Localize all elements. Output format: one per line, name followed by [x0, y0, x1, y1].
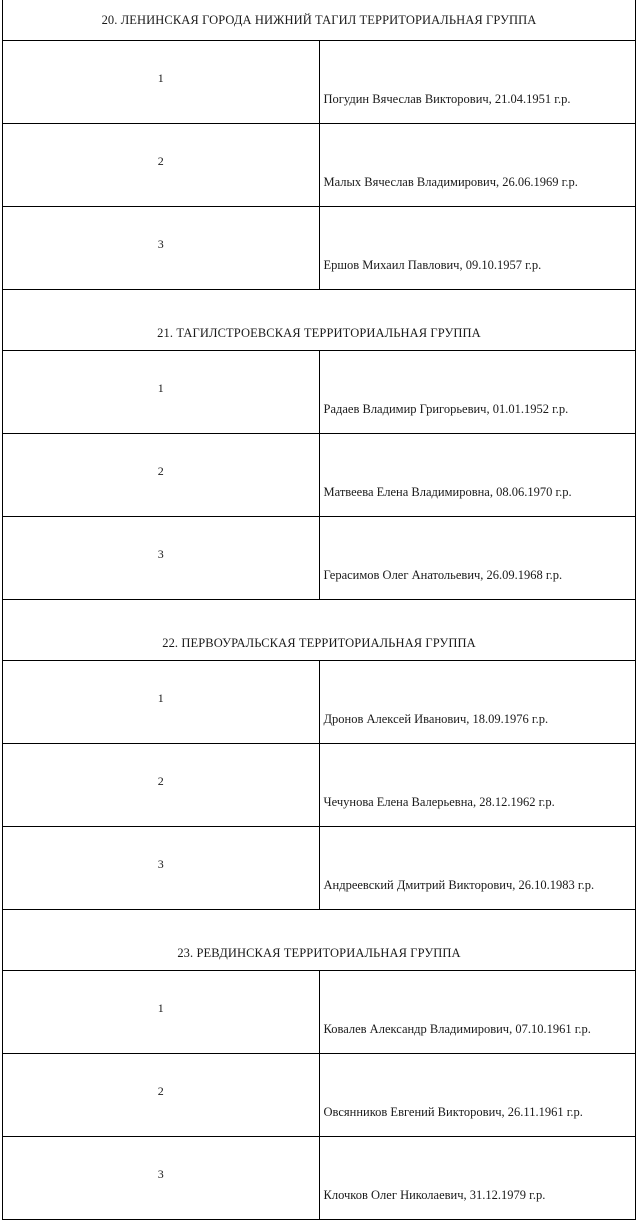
- candidate-row: [3, 744, 636, 827]
- group-header-row: [3, 600, 636, 661]
- candidate-name: Ершов Михаил Павлович, 09.10.1957 г.р.: [319, 207, 636, 290]
- candidate-number: 1: [3, 351, 320, 434]
- candidate-row: [3, 827, 636, 910]
- candidate-name: Радаев Владимир Григорьевич, 01.01.1952 г.р.: [319, 351, 636, 434]
- candidate-row: [3, 1137, 636, 1220]
- candidate-name: Клочков Олег Николаевич, 31.12.1979 г.р.: [319, 1137, 636, 1220]
- candidate-row: [3, 517, 636, 600]
- group-header-row: [3, 910, 636, 971]
- candidate-row: [3, 41, 636, 124]
- candidate-name: Андреевский Дмитрий Викторович, 26.10.1983 г.р.: [319, 827, 636, 910]
- candidate-row: [3, 124, 636, 207]
- candidate-number: 3: [3, 517, 320, 600]
- candidate-number: 2: [3, 744, 320, 827]
- candidate-name: Овсянников Евгений Викторович, 26.11.1961 г.р.: [319, 1054, 636, 1137]
- group-title: 22. ПЕРВОУРАЛЬСКАЯ ТЕРРИТОРИАЛЬНАЯ ГРУППА: [3, 600, 636, 661]
- candidate-number: 3: [3, 1137, 320, 1220]
- candidate-number: 2: [3, 1054, 320, 1137]
- candidate-name: Малых Вячеслав Владимирович, 26.06.1969 г.р.: [319, 124, 636, 207]
- candidate-number: 1: [3, 661, 320, 744]
- group-title: 20. ЛЕНИНСКАЯ ГОРОДА НИЖНИЙ ТАГИЛ ТЕРРИТОРИАЛЬНАЯ ГРУППА: [3, 0, 636, 41]
- group-title: 21. ТАГИЛСТРОЕВСКАЯ ТЕРРИТОРИАЛЬНАЯ ГРУППА: [3, 290, 636, 351]
- candidate-number: 1: [3, 41, 320, 124]
- candidate-row: [3, 971, 636, 1054]
- candidate-row: [3, 351, 636, 434]
- group-title: 23. РЕВДИНСКАЯ ТЕРРИТОРИАЛЬНАЯ ГРУППА: [3, 910, 636, 971]
- candidate-row: [3, 1054, 636, 1137]
- candidate-name: Чечунова Елена Валерьевна, 28.12.1962 г.р.: [319, 744, 636, 827]
- group-header-row: [3, 290, 636, 351]
- candidate-number: 2: [3, 434, 320, 517]
- candidate-list-page: [2, 0, 636, 1220]
- candidate-number: 1: [3, 971, 320, 1054]
- candidate-name: Ковалев Александр Владимирович, 07.10.1961 г.р.: [319, 971, 636, 1054]
- group-header-row: [3, 0, 636, 41]
- candidate-name: Дронов Алексей Иванович, 18.09.1976 г.р.: [319, 661, 636, 744]
- candidate-number: 2: [3, 124, 320, 207]
- candidate-number: 3: [3, 207, 320, 290]
- candidate-row: [3, 207, 636, 290]
- candidate-name: Матвеева Елена Владимировна, 08.06.1970 г.р.: [319, 434, 636, 517]
- candidate-table: [2, 0, 636, 1220]
- candidate-name: Герасимов Олег Анатольевич, 26.09.1968 г.р.: [319, 517, 636, 600]
- candidate-row: [3, 434, 636, 517]
- candidate-name: Погудин Вячеслав Викторович, 21.04.1951 г.р.: [319, 41, 636, 124]
- candidate-number: 3: [3, 827, 320, 910]
- candidate-row: [3, 661, 636, 744]
